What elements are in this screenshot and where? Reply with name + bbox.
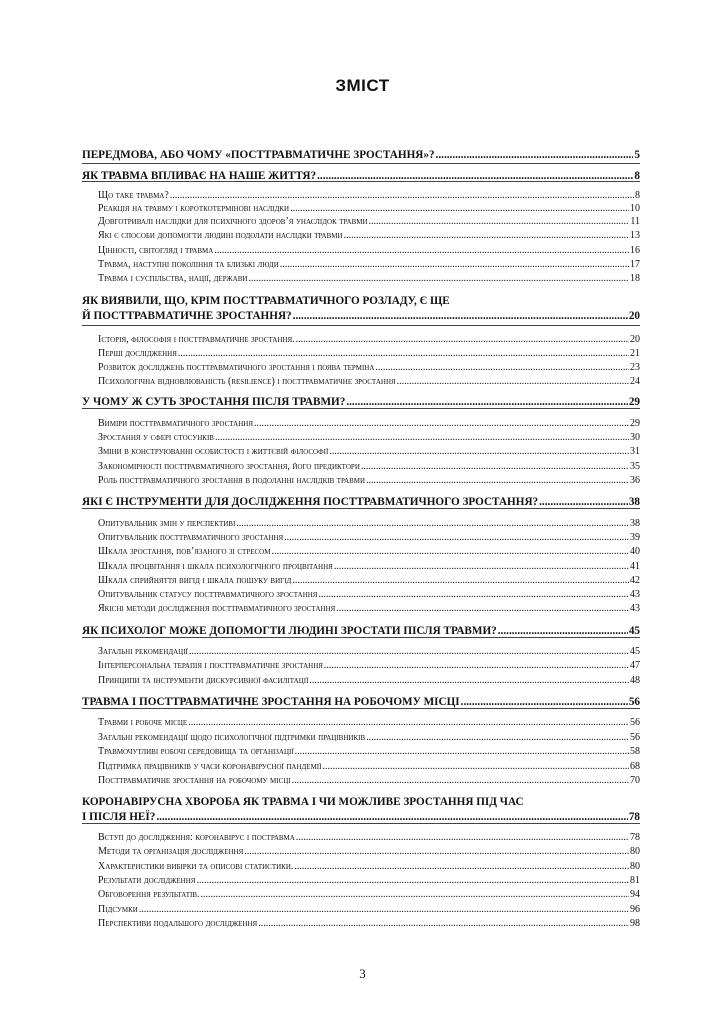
chapter-title: Й ПОСТТРАВМАТИЧНЕ ЗРОСТАННЯ? [82,310,292,322]
dot-leader [290,202,629,215]
chapter-page: 29 [628,396,640,408]
toc-entry [98,760,640,773]
entry-page: 42 [630,575,640,586]
entry-title: Зростання у сфері стосунків [98,432,214,443]
entry-page: 41 [630,561,640,572]
entry-page: 98 [630,918,640,929]
toc-entry [98,258,640,271]
entry-page: 48 [630,675,640,686]
chapter-title: У ЧОМУ Ж СУТЬ ЗРОСТАННЯ ПІСЛЯ ТРАВМИ? [82,396,346,408]
entry-title: Роль посттравматичного зростання в подоланні наслідків травми [98,475,366,486]
entry-title: Травмочутливі робочі середовища та організації [98,746,294,757]
dot-leader [366,731,629,744]
entry-page: 80 [630,861,640,872]
page-title: ЗМІСТ [335,76,390,95]
chapter-divider [82,823,640,824]
dot-leader [271,545,629,558]
entry-page: 36 [630,475,640,486]
dot-leader [436,148,634,163]
toc-entry [98,845,640,858]
entry-title: Які є способи допомогти людині подолати наслідки травми [98,230,343,241]
dot-leader [200,888,629,901]
chapter-title: КОРОНАВІРУСНА ХВОРОБА ЯК ТРАВМА І ЧИ МОЖЛИВЕ ЗРОСТАННЯ ПІД ЧАС [82,796,524,808]
chapter-title: ЯК ПСИХОЛОГ МОЖЕ ДОПОМОГТИ ЛЮДИНІ ЗРОСТАТИ ПІСЛЯ ТРАВМИ? [82,625,497,637]
dot-leader [294,860,629,873]
chapter-divider [82,181,640,182]
entry-title: Методи та організація дослідження [98,846,244,857]
dot-leader [344,229,629,242]
dot-leader [284,531,629,544]
entry-title: Зміни в конструюванні особистості і життєвій філософії [98,446,329,457]
toc-entry [98,860,640,873]
entry-page: 56 [630,717,640,728]
entry-page: 11 [630,216,640,227]
entry-page: 68 [630,761,640,772]
entry-page: 96 [630,904,640,915]
entry-page: 45 [630,646,640,657]
entry-title: Розвиток досліджень посттравматичного зростання і поява терміна [98,362,375,373]
dot-leader [324,659,629,672]
entry-title: Характеристики вибірки та описові статистики. [98,861,294,872]
chapter-title: І ПІСЛЯ НЕЇ? [82,811,156,823]
entry-page: 18 [630,273,640,284]
chapter-divider [82,708,640,709]
entry-title: Довготривалі наслідки для психічного здоров’я унаслідок травми [98,216,368,227]
entry-title: Реакція на травму і короткотермінові наслідки [98,203,290,214]
entry-page: 80 [630,846,640,857]
chapter-title: ТРАВМА І ПОСТТРАВМАТИЧНЕ ЗРОСТАННЯ НА РОБОЧОМУ МІСЦІ [82,696,460,708]
entry-title: Обговорення результатів. [98,889,200,900]
dot-leader [214,244,629,257]
toc-entry [98,375,640,388]
entry-page: 78 [630,832,640,843]
toc-entry [98,674,640,687]
entry-title: Результати дослідження [98,875,196,886]
toc-entry [98,333,640,346]
entry-page: 8 [635,190,640,201]
chapter-title: ЯК ТРАВМА ВПЛИВАЄ НА НАШЕ ЖИТТЯ? [82,170,317,182]
entry-page: 30 [630,432,640,443]
toc-chapter [82,148,640,163]
toc-entry [98,347,640,360]
toc-entry [98,731,640,744]
toc-chapter [82,795,640,825]
chapter-divider [82,163,640,164]
toc-entry [98,202,640,215]
entry-title: Загальні рекомендації щодо психологічної підтримки працівників [98,732,366,743]
toc-entry [98,531,640,544]
dot-leader [293,309,628,324]
toc-entry [98,215,640,228]
entry-title: Історія, філософія і посттравматичне зростання. [98,334,295,345]
entry-page: 31 [630,446,640,457]
dot-leader [292,774,629,787]
toc-entry [98,189,640,202]
entry-page: 58 [630,746,640,757]
entry-page: 21 [630,348,640,359]
toc-entry [98,831,640,844]
entry-page: 10 [630,203,640,214]
chapter-divider [82,408,640,409]
chapter-title: ПЕРЕДМОВА, АБО ЧОМУ «ПОСТТРАВМАТИЧНЕ ЗРОСТАННЯ»? [82,149,435,161]
entry-page: 39 [630,532,640,543]
toc-entry [98,716,640,729]
dot-leader [329,445,629,458]
entry-page: 23 [630,362,640,373]
entry-title: Принципи та інструменти дискурсивної фасилітації [98,675,309,686]
toc-chapter [82,294,640,324]
dot-leader [397,375,629,388]
toc-entry [98,517,640,530]
dot-leader [296,831,629,844]
entry-page: 16 [630,245,640,256]
entry-page: 47 [630,660,640,671]
toc-entry [98,460,640,473]
entry-title: Якісні методи дослідження посттравматичного зростання [98,603,336,614]
dot-leader [322,760,629,773]
toc-entry [98,431,640,444]
page-number: 3 [359,966,366,981]
entry-title: Травма і суспільства, нації, держави [98,273,248,284]
entry-title: Перспективи подальшого дослідження [98,918,258,929]
dot-leader [170,189,634,202]
entry-title: Загальні рекомендації [98,646,188,657]
entry-page: 35 [630,461,640,472]
chapter-divider [82,508,640,509]
entry-title: Шкала процвітання і шкала психологічного процвітання [98,561,333,572]
dot-leader [280,258,629,271]
entry-title: Виміри посттравматичного зростання [98,418,254,429]
entry-title: Інтерперсональна терапія і посттравматичне зростання [98,660,323,671]
toc-entry [98,229,640,242]
entry-title: Підсумки [98,904,138,915]
dot-leader [318,588,629,601]
toc-entry [98,361,640,374]
entry-page: 24 [630,376,640,387]
toc-entry [98,645,640,658]
entry-page: 70 [630,775,640,786]
entry-title: Опитувальник змін у перспективі [98,518,236,529]
dot-leader [236,517,629,530]
chapter-page: 8 [634,170,640,182]
entry-page: 17 [630,259,640,270]
toc-entry [98,417,640,430]
entry-title: Опитувальник статусу посттравматичного зростання [98,589,318,600]
dot-leader [361,460,629,473]
entry-page: 56 [630,732,640,743]
entry-title: Перші дослідження [98,348,177,359]
dot-leader [366,474,629,487]
entry-title: Цінності, світогляд і травма [98,245,214,256]
entry-title: Психологічна відновлюваність (resilience) і посттравматичне зростання [98,376,396,387]
entry-title: Опитувальник посттравматичного зростання [98,532,284,543]
entry-title: Закономірності посттравматичного зростання, його предиктори [98,461,360,472]
dot-leader [139,903,629,916]
dot-leader [309,674,629,687]
entry-page: 29 [630,418,640,429]
chapter-title: ЯКІ Є ІНСТРУМЕНТИ ДЛЯ ДОСЛІДЖЕННЯ ПОСТТРАВМАТИЧНОГО ЗРОСТАННЯ? [82,496,539,508]
toc-entry [98,545,640,558]
toc-entry [98,474,640,487]
entry-page: 13 [630,230,640,241]
entry-title: Що таке травма? [98,190,169,201]
dot-leader [334,560,629,573]
entry-page: 94 [630,889,640,900]
dot-leader [196,874,629,887]
chapter-page: 78 [628,811,640,823]
toc-entry [98,560,640,573]
dot-leader [295,745,629,758]
entry-page: 40 [630,546,640,557]
entry-title: Посттравматичне зростання на робочому місці [98,775,291,786]
chapter-page: 20 [628,310,640,322]
dot-leader [375,361,629,374]
dot-leader [189,645,629,658]
entry-title: Травми і робоче місце [98,717,188,728]
dot-leader [215,431,629,444]
dot-leader [258,917,629,930]
toc-entry [98,602,640,615]
entry-title: Шкала сприйняття вигід і шкала пошуку вигід [98,575,292,586]
entry-page: 43 [630,603,640,614]
dot-leader [188,716,629,729]
entry-page: 20 [630,334,640,345]
toc-entry [98,917,640,930]
dot-leader [244,845,629,858]
toc-entry [98,874,640,887]
dot-leader [292,574,629,587]
toc-entry [98,745,640,758]
toc-entry [98,588,640,601]
toc-entry [98,903,640,916]
toc-entry [98,888,640,901]
dot-leader [296,333,629,346]
toc-entry [98,445,640,458]
chapter-divider [82,637,640,638]
chapter-divider [82,325,640,326]
toc-entry [98,272,640,285]
entry-title: Травма, наступні покоління та близькі люди [98,259,279,270]
chapter-page: 56 [628,696,640,708]
toc-entry [98,659,640,672]
entry-page: 43 [630,589,640,600]
chapter-title: ЯК ВИЯВИЛИ, ЩО, КРІМ ПОСТТРАВМАТИЧНОГО РОЗЛАДУ, Є ЩЕ [82,295,450,307]
entry-title: Підтримка працівників у часи коронавірусної пандемії [98,761,322,772]
dot-leader [369,215,630,228]
chapter-page: 5 [634,149,640,161]
entry-page: 38 [630,518,640,529]
toc-entry [98,574,640,587]
entry-title: Шкала зростання, пов’язаного зі стресом [98,546,271,557]
toc-entry [98,244,640,257]
dot-leader [178,347,629,360]
toc-entry [98,774,640,787]
chapter-page: 45 [628,625,640,637]
dot-leader [248,272,629,285]
dot-leader [336,602,629,615]
dot-leader [254,417,629,430]
chapter-page: 38 [628,496,640,508]
entry-title: Вступ до дослідження: коронавірус і постравма [98,832,295,843]
entry-page: 81 [630,875,640,886]
